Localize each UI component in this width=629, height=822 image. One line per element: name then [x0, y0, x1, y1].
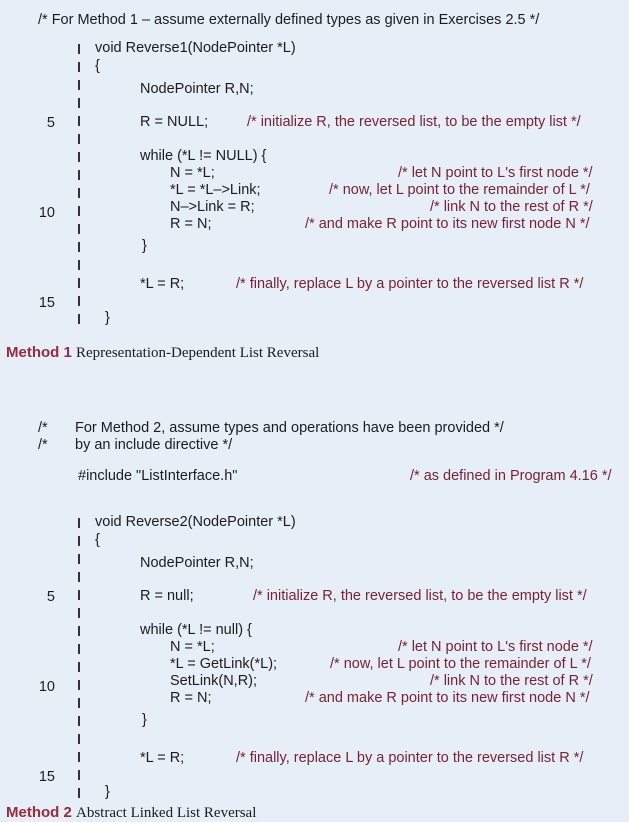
method1-caption-text: Representation-Dependent List Reversal: [76, 345, 320, 361]
line-number-15: 15: [38, 295, 55, 311]
code-line-16: }: [105, 784, 110, 800]
line-number-5: 5: [46, 115, 55, 131]
code-line-12: }: [142, 712, 147, 728]
code-line-12: }: [142, 238, 147, 254]
method2-caption: [6, 804, 256, 822]
code-line-8: N = *L;: [170, 639, 215, 655]
code-line-14: *L = R;: [140, 750, 185, 766]
code-line-14: *L = R;: [140, 276, 185, 292]
comment-line-11: /* and make R point to its new first node N */: [305, 690, 590, 706]
include-directive: #include "ListInterface.h": [78, 468, 238, 484]
comment-line-9: /* now, let L point to the remainder of L */: [329, 182, 590, 198]
method2-header-comment-1b: For Method 2, assume types and operations have been provided */: [75, 420, 504, 436]
comment-line-14: /* finally, replace L by a pointer to the reversed list R */: [236, 276, 584, 292]
code-line-7: while (*L != NULL) {: [140, 148, 267, 164]
code-line-11: R = N;: [170, 216, 212, 232]
code-line-1: void Reverse2(NodePointer *L): [95, 514, 296, 530]
code-line-9: *L = *L–>Link;: [170, 182, 261, 198]
method2-header-comment-2a: /*: [38, 437, 48, 453]
code-line-16: }: [105, 310, 110, 326]
comment-line-8: /* let N point to L's first node */: [398, 639, 593, 655]
line-number-10: 10: [38, 679, 55, 695]
code-line-9: *L = GetLink(*L);: [170, 656, 278, 672]
comment-line-10: /* link N to the rest of R */: [430, 199, 593, 215]
code-line-2: {: [95, 58, 100, 74]
code-line-8: N = *L;: [170, 165, 215, 181]
include-comment: /* as defined in Program 4.16 */: [410, 468, 612, 484]
method1-caption: [6, 344, 319, 362]
comment-line-11: /* and make R point to its new first node N */: [305, 216, 590, 232]
comment-line-8: /* let N point to L's first node */: [398, 165, 593, 181]
method2-caption-text: Abstract Linked List Reversal: [76, 805, 257, 821]
code-line-11: R = N;: [170, 690, 212, 706]
comment-line-10: /* link N to the rest of R */: [430, 673, 593, 689]
method2-header-comment-2b: by an include directive */: [75, 437, 233, 453]
code-line-3: NodePointer R,N;: [140, 555, 254, 571]
code-line-2: {: [95, 532, 100, 548]
comment-line-5: /* initialize R, the reversed list, to be the empty list */: [247, 114, 581, 130]
method2-header-comment-1a: /*: [38, 420, 48, 436]
comment-line-14: /* finally, replace L by a pointer to the reversed list R */: [236, 750, 584, 766]
code-line-3: NodePointer R,N;: [140, 81, 254, 97]
code-line-10: SetLink(N,R);: [170, 673, 258, 689]
code-line-1: void Reverse1(NodePointer *L): [95, 40, 296, 56]
code-line-7: while (*L != null) {: [140, 622, 252, 638]
line-number-10: 10: [38, 205, 55, 221]
code-line-10: N–>Link = R;: [170, 199, 255, 215]
line-number-15: 15: [38, 769, 55, 785]
method1-header-comment: /* For Method 1 – assume externally defined types as given in Exercises 2.5 */: [38, 12, 540, 28]
method1-caption-label: Method 1: [6, 344, 72, 361]
code-line-5: R = NULL;: [140, 114, 209, 130]
line-number-5: 5: [46, 589, 55, 605]
comment-line-9: /* now, let L point to the remainder of L */: [330, 656, 591, 672]
comment-line-5: /* initialize R, the reversed list, to be the empty list */: [253, 588, 587, 604]
method2-caption-label: Method 2: [6, 804, 72, 821]
code-line-5: R = null;: [140, 588, 194, 604]
